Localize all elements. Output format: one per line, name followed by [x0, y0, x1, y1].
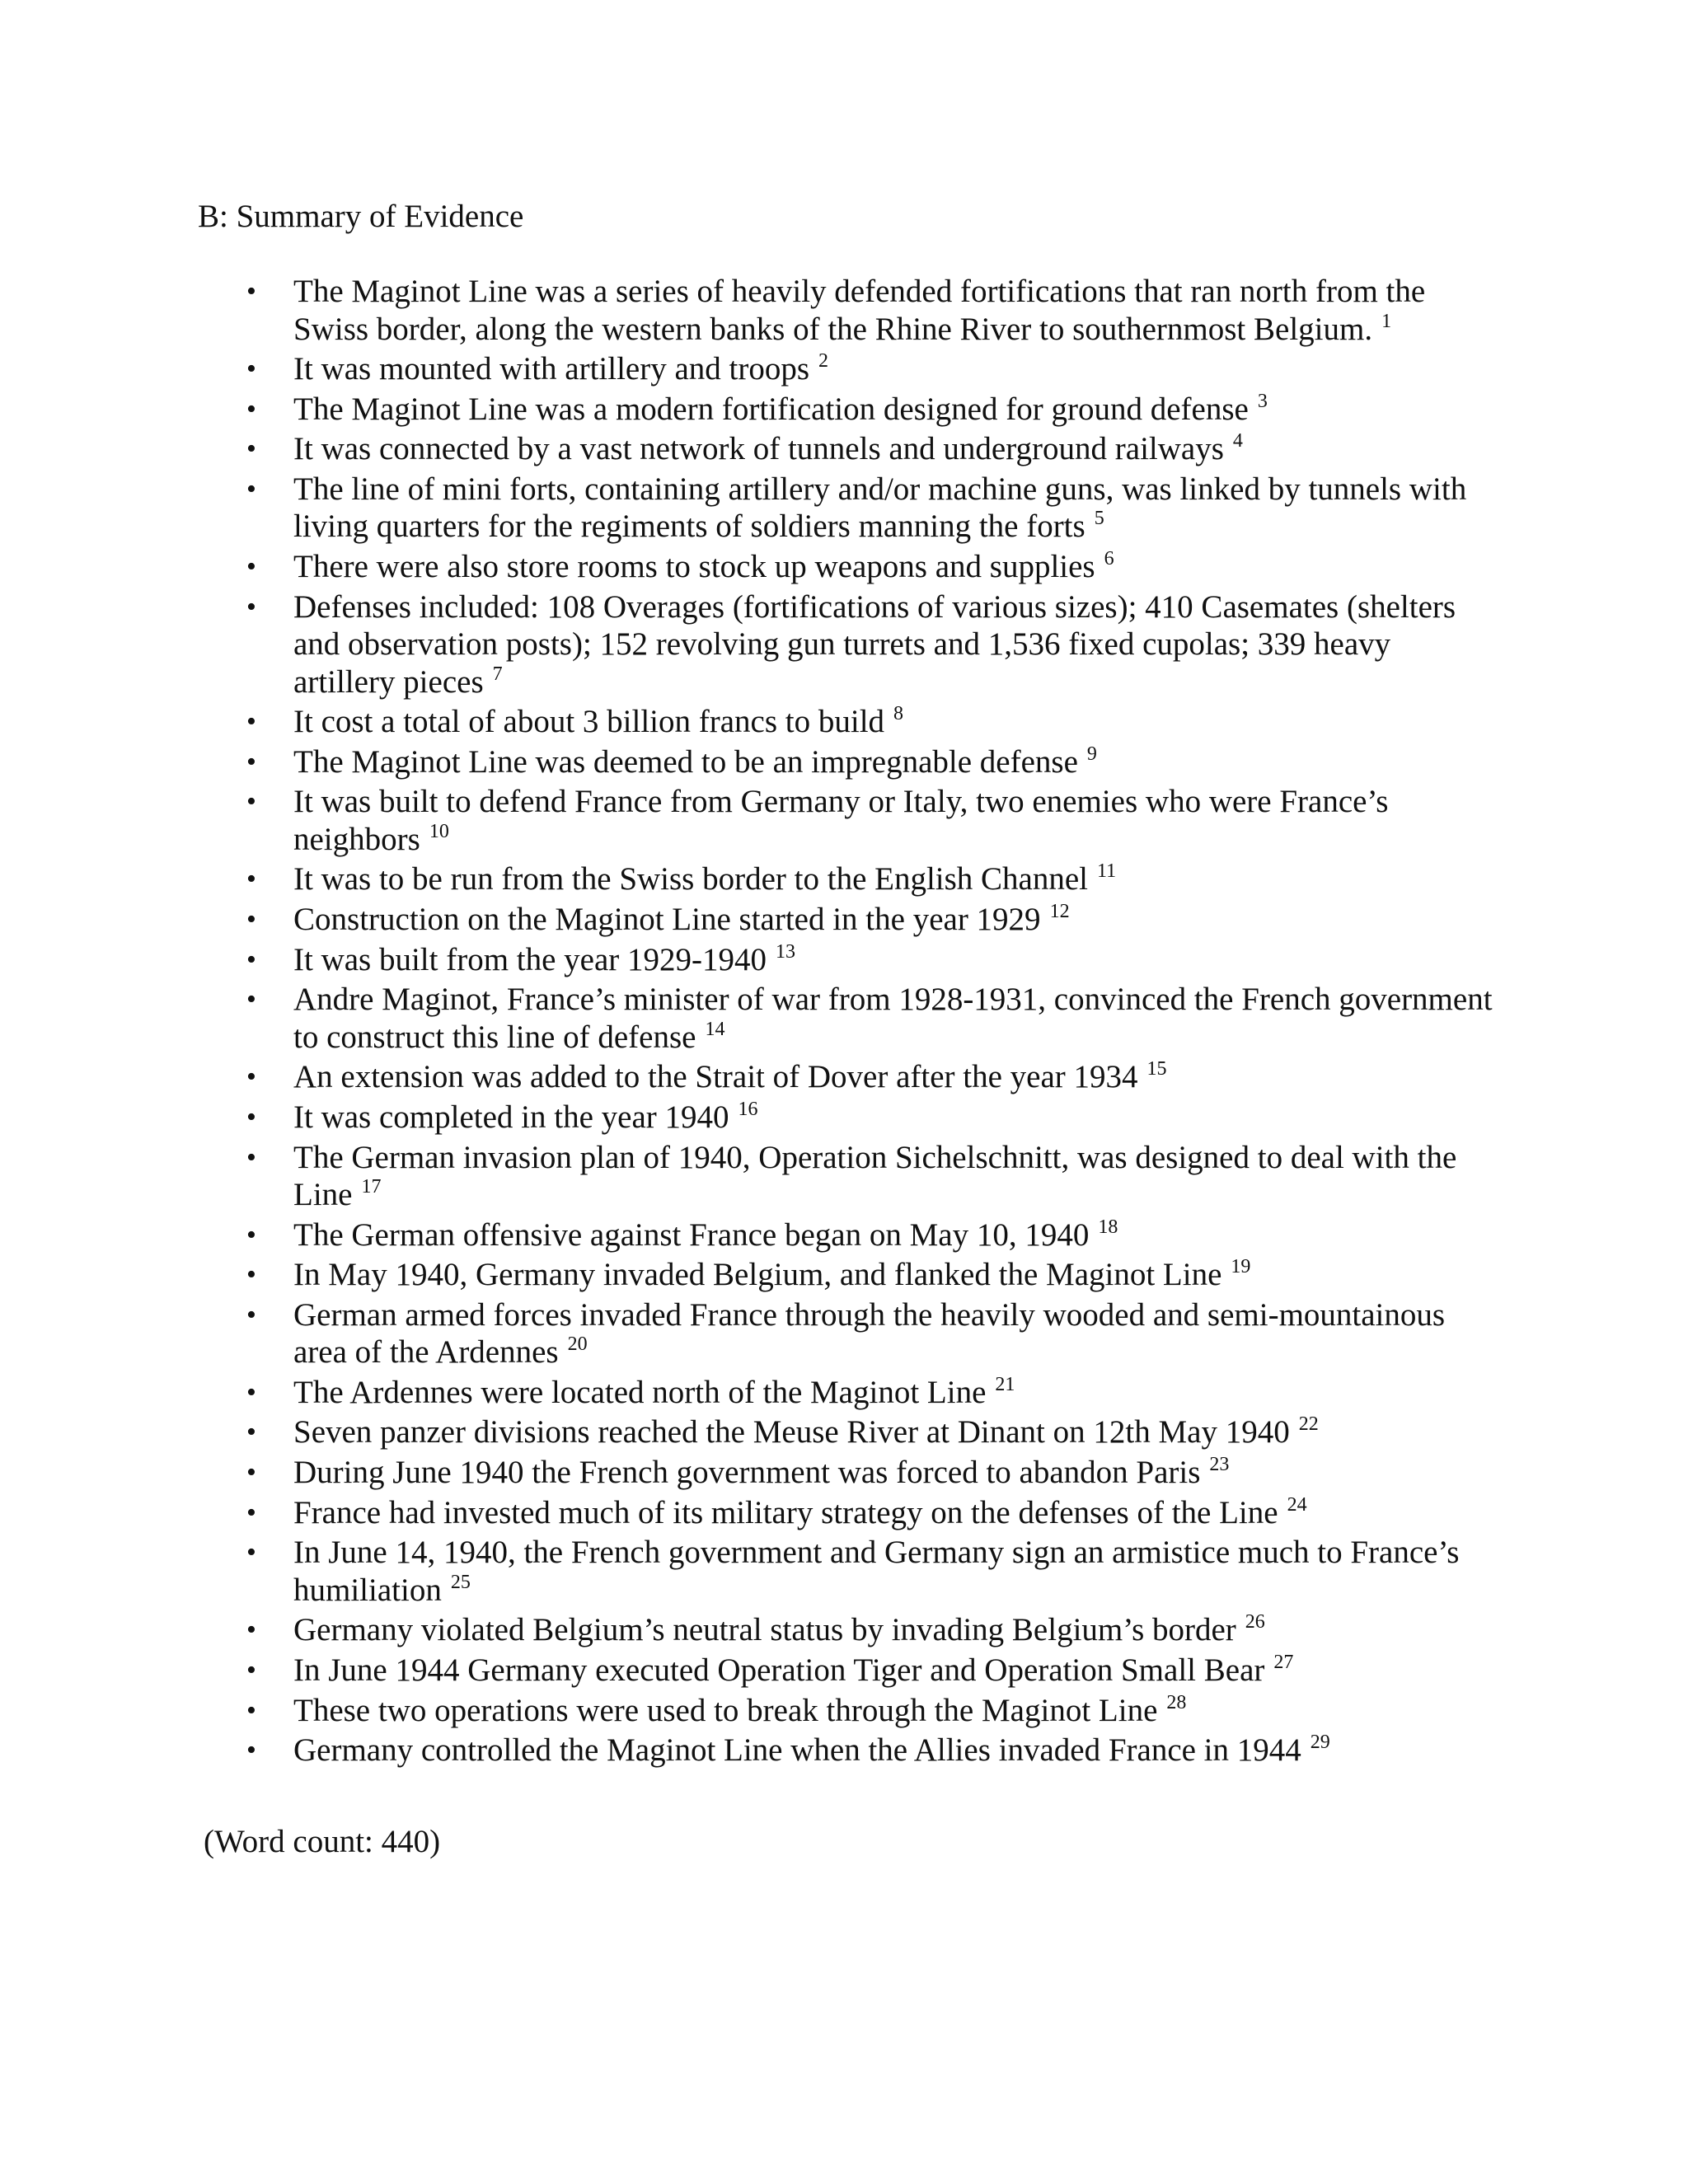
evidence-item	[0, 1453, 1497, 1493]
bullet-point: •	[246, 706, 256, 738]
footnote-marker: 10	[429, 820, 449, 842]
evidence-item	[0, 1057, 1497, 1098]
footnote-marker: 18	[1098, 1216, 1118, 1238]
evidence-text: France had invested much of its military strategy on the defenses of the Line	[293, 1494, 1278, 1530]
evidence-item	[0, 782, 1497, 860]
evidence-item	[0, 900, 1497, 940]
evidence-text: It was mounted with artillery and troops	[293, 351, 810, 387]
bullet-point: •	[246, 591, 256, 622]
evidence-text: Seven panzer divisions reached the Meuse River at Dinant on 12th May 1940	[293, 1414, 1290, 1451]
section-heading: B: Summary of Evidence	[198, 199, 524, 234]
evidence-item	[0, 1413, 1497, 1453]
footnote-marker: 28	[1166, 1691, 1187, 1713]
bullet-point: •	[246, 864, 256, 895]
bullet-point: •	[246, 393, 256, 424]
evidence-item	[0, 547, 1497, 588]
bullet-point: •	[246, 1735, 256, 1766]
bullet-point: •	[246, 1654, 256, 1685]
footnote-marker: 2	[818, 350, 829, 373]
evidence-text: The Ardennes were located north of the Maginot Line	[293, 1374, 987, 1410]
bullet-point: •	[246, 1694, 256, 1726]
evidence-text: German armed forces invaded France through the heavily wooded and semi-mountainous area of the Ardennes	[293, 1296, 1446, 1371]
footnote-marker: 27	[1273, 1651, 1294, 1673]
word-count: (Word count: 440)	[204, 1824, 441, 1859]
evidence-text: The German offensive against France began on May 10, 1940	[293, 1216, 1090, 1253]
bullet-point: •	[246, 786, 256, 818]
evidence-item	[0, 940, 1497, 981]
evidence-text: These two operations were used to break through the Maginot Line	[293, 1692, 1158, 1728]
footnote-marker: 9	[1086, 743, 1097, 765]
footnote-marker: 29	[1310, 1732, 1330, 1754]
bullet-point: •	[246, 1497, 256, 1528]
evidence-text: In June 14, 1940, the French government and Germany sign an armistice much to France’s humiliation	[293, 1535, 1460, 1608]
evidence-item	[0, 349, 1497, 390]
evidence-text: Germany controlled the Maginot Line when the Allies invaded France in 1944	[293, 1732, 1301, 1769]
evidence-item	[0, 743, 1497, 783]
evidence-text: It was built from the year 1929-1940	[293, 941, 767, 977]
evidence-item	[0, 1296, 1497, 1373]
footnote-marker: 8	[893, 703, 904, 725]
bullet-point: •	[246, 1062, 256, 1093]
footnote-marker: 21	[995, 1373, 1015, 1395]
bullet-point: •	[246, 1537, 256, 1568]
footnote-marker: 6	[1104, 547, 1114, 569]
evidence-item	[0, 390, 1497, 430]
evidence-list	[0, 272, 1688, 1771]
bullet-point: •	[246, 1259, 256, 1291]
footnote-marker: 11	[1097, 860, 1117, 883]
evidence-text: It was built to defend France from Germany or Italy, two enemies who were France’s neighbors	[293, 784, 1389, 857]
footnote-marker: 23	[1209, 1454, 1230, 1476]
bullet-point: •	[246, 904, 256, 935]
evidence-item	[0, 1098, 1497, 1138]
footnote-marker: 13	[776, 940, 796, 963]
evidence-text: It was connected by a vast network of tunnels and underground railways	[293, 431, 1224, 467]
footnote-marker: 24	[1287, 1493, 1307, 1516]
footnote-marker: 7	[492, 663, 503, 685]
footnote-marker: 14	[705, 1018, 725, 1040]
evidence-text: It was to be run from the Swiss border to the English Channel	[293, 861, 1089, 898]
footnote-marker: 19	[1231, 1256, 1251, 1278]
footnote-marker: 20	[567, 1333, 588, 1356]
evidence-item	[0, 1651, 1497, 1691]
bullet-point: •	[246, 276, 256, 307]
evidence-item	[0, 1610, 1497, 1651]
bullet-point: •	[246, 1101, 256, 1132]
bullet-point: •	[246, 473, 256, 504]
bullet-point: •	[246, 1299, 256, 1330]
bullet-point: •	[246, 1457, 256, 1488]
evidence-text: During June 1940 the French government was forced to abandon Paris	[293, 1455, 1201, 1491]
footnote-marker: 26	[1245, 1611, 1265, 1633]
evidence-text: Defenses included: 108 Overages (fortifications of various sizes); 410 Casemates (shelters and observation posts); 152 revolving gun turrets and 1,536 fixed cupolas; 339 heavy artillery pieces	[293, 588, 1456, 700]
evidence-item	[0, 429, 1497, 470]
evidence-item	[0, 1138, 1497, 1216]
evidence-item	[0, 1255, 1497, 1296]
bullet-point: •	[246, 944, 256, 975]
evidence-text: In May 1940, Germany invaded Belgium, and flanked the Maginot Line	[293, 1257, 1222, 1293]
evidence-text: The Maginot Line was a series of heavily defended fortifications that ran north from the Swiss border, along the western banks of the Rhine River to southernmost Belgium.	[293, 274, 1426, 347]
bullet-point: •	[246, 984, 256, 1015]
evidence-text: Construction on the Maginot Line started in the year 1929	[293, 902, 1041, 938]
evidence-text: In June 1944 Germany executed Operation Tiger and Operation Small Bear	[293, 1652, 1265, 1688]
footnote-marker: 25	[450, 1571, 471, 1593]
evidence-item	[0, 860, 1497, 900]
evidence-text: The Maginot Line was a modern fortification designed for ground defense	[293, 391, 1249, 427]
evidence-text: The German invasion plan of 1940, Operation Sichelschnitt, was designed to deal with the Line	[293, 1139, 1457, 1212]
bullet-point: •	[246, 1219, 256, 1250]
bullet-point: •	[246, 746, 256, 777]
evidence-text: The line of mini forts, containing artillery and/or machine guns, was linked by tunnels with living quarters for the regiments of soldiers manning the forts	[293, 471, 1467, 545]
evidence-item	[0, 1731, 1497, 1771]
evidence-item	[0, 980, 1497, 1057]
bullet-point: •	[246, 551, 256, 582]
evidence-item	[0, 272, 1497, 349]
evidence-text: An extension was added to the Strait of Dover after the year 1934	[293, 1059, 1138, 1095]
evidence-item	[0, 588, 1497, 703]
bullet-point: •	[246, 1376, 256, 1408]
footnote-marker: 17	[361, 1176, 382, 1197]
bullet-point: •	[246, 1141, 256, 1173]
evidence-item	[0, 1493, 1497, 1534]
footnote-marker: 22	[1298, 1413, 1319, 1436]
footnote-marker: 16	[738, 1098, 758, 1120]
evidence-item	[0, 702, 1497, 743]
evidence-item	[0, 1533, 1497, 1610]
evidence-text: There were also store rooms to stock up weapons and supplies	[293, 548, 1095, 584]
bullet-point: •	[246, 1615, 256, 1646]
footnote-marker: 1	[1381, 310, 1392, 332]
footnote-marker: 5	[1094, 508, 1104, 530]
bullet-point: •	[246, 434, 256, 465]
footnote-marker: 15	[1146, 1058, 1167, 1080]
evidence-item	[0, 470, 1497, 547]
footnote-marker: 12	[1049, 901, 1070, 923]
footnote-marker: 3	[1257, 390, 1268, 412]
evidence-text: It was completed in the year 1940	[293, 1099, 729, 1135]
evidence-text: Andre Maginot, France’s minister of war from 1928-1931, convinced the French government to construct this line of defense	[293, 982, 1493, 1055]
evidence-item	[0, 1373, 1497, 1413]
evidence-text: Germany violated Belgium’s neutral status by invading Belgium’s border	[293, 1612, 1236, 1648]
evidence-item	[0, 1691, 1497, 1732]
footnote-marker: 4	[1232, 430, 1243, 452]
evidence-item	[0, 1216, 1497, 1256]
evidence-text: The Maginot Line was deemed to be an impregnable defense	[293, 743, 1078, 780]
evidence-text: It cost a total of about 3 billion francs to build	[293, 704, 885, 740]
bullet-point: •	[246, 1417, 256, 1448]
bullet-point: •	[246, 354, 256, 385]
